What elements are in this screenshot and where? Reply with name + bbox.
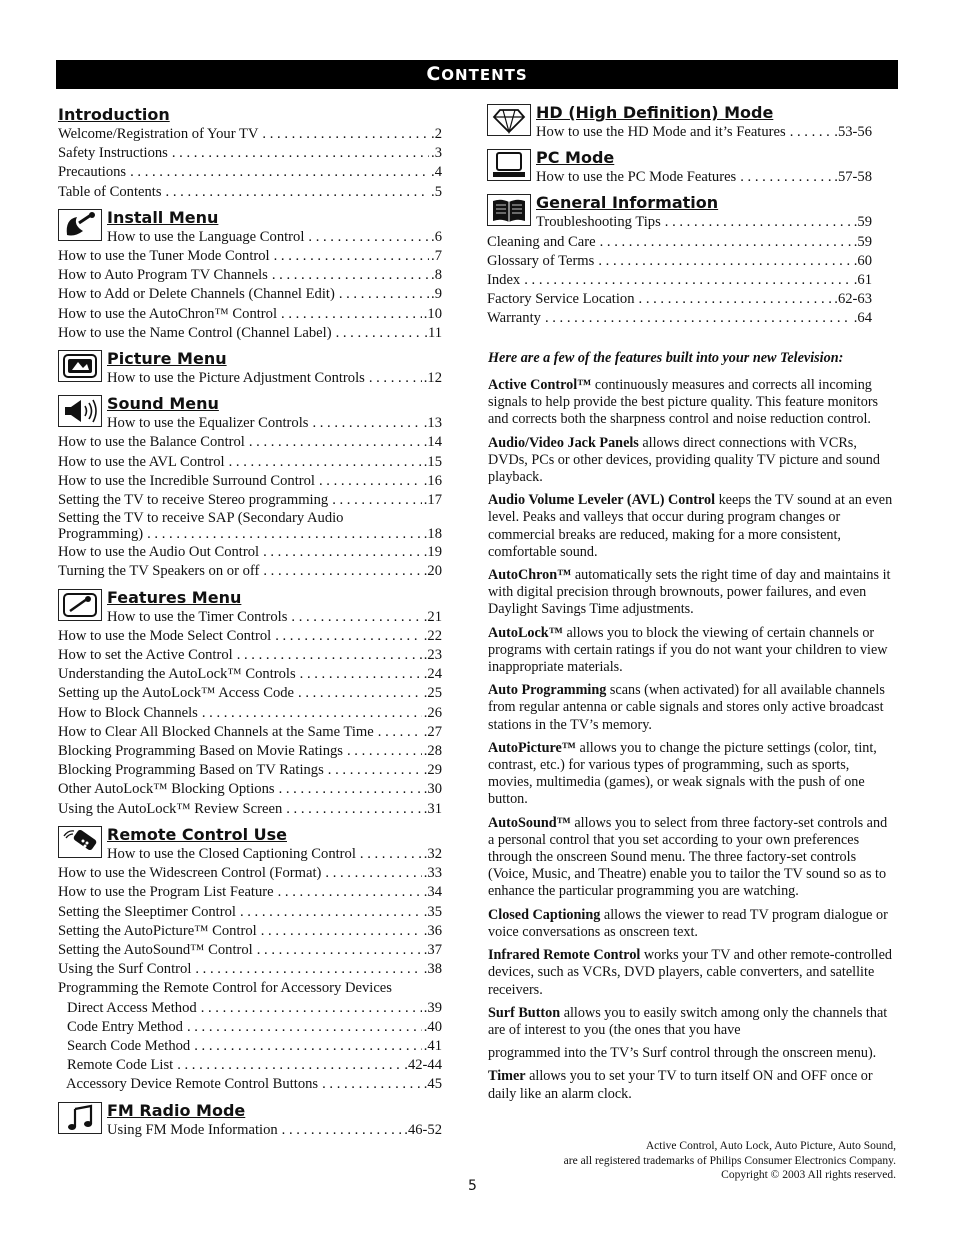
toc-entry-page: .17 (423, 492, 442, 509)
diamond-icon (487, 104, 531, 136)
toc-entry-page: .9 (431, 286, 442, 303)
feature-description (488, 492, 896, 561)
toc-entry-page: .60 (853, 252, 872, 269)
toc-right-column (487, 103, 872, 335)
speaker-icon (58, 395, 102, 427)
section-header-remote-control-use[interactable]: Remote Control Use (107, 824, 287, 844)
trademark-line-2: are all registered trademarks of Philips Consumer Electronics Company. (563, 1154, 896, 1167)
section-header-sound-menu[interactable]: Sound Menu (107, 394, 219, 414)
feature-name: Infrared Remote Control (488, 947, 641, 964)
open-book-icon (487, 194, 531, 226)
toc-entry-title: Welcome/Registration of Your TV (58, 126, 259, 142)
toc-entry-page: .59 (853, 214, 872, 231)
toc-entry-page: .19 (423, 544, 442, 561)
toc-entry[interactable] (58, 999, 442, 1018)
toc-entry[interactable] (58, 1075, 442, 1094)
toc-entry-title: How to Auto Program TV Channels (58, 267, 268, 284)
toc-entry-page: .10 (423, 305, 442, 322)
toc-section-hd-mode (487, 103, 872, 142)
toc-entry[interactable] (58, 883, 442, 902)
feature-description (488, 815, 896, 901)
page-title-banner (56, 60, 898, 89)
toc-entry[interactable] (58, 266, 442, 285)
toc-entry-title: How to set the Active Control (58, 647, 233, 664)
toc-entry-page: .20 (423, 563, 442, 580)
feature-description (488, 625, 896, 677)
toc-entry-title: Table of Contents (58, 183, 162, 200)
toc-entry-title: Using the Surf Control (58, 961, 192, 978)
feature-text: allows you to set your TV to turn itself ON and OFF once or daily like an alarm clock. (488, 1068, 873, 1102)
toc-entry-page: .28 (423, 743, 442, 760)
toc-entry-page: .25 (423, 685, 442, 702)
toc-entry-title: Warranty (487, 310, 541, 327)
toc-entry-page: .22 (423, 627, 442, 644)
features-description-column (488, 350, 896, 1109)
toc-entry-page: .8 (431, 267, 442, 284)
toc-section-sound-menu (58, 394, 442, 581)
toc-section-remote-control-use (58, 825, 442, 1095)
toc-entry[interactable] (58, 305, 442, 324)
features-screen-icon (58, 589, 102, 621)
toc-entry-page: .40 (423, 1018, 442, 1035)
toc-dot-leader (332, 491, 422, 510)
toc-dot-leader (279, 780, 422, 799)
toc-entry-title: Code Entry Method (67, 1018, 183, 1035)
toc-entry-title: Setting the AutoPicture™ Control (58, 922, 257, 939)
toc-dot-leader (194, 1037, 422, 1056)
feature-description (488, 435, 896, 487)
section-header-pc-mode[interactable]: PC Mode (536, 148, 615, 168)
toc-entry[interactable] (107, 228, 442, 247)
toc-entry[interactable] (487, 309, 872, 328)
feature-description (488, 682, 896, 734)
toc-entry-title: How to use the HD Mode and it’s Features (536, 124, 786, 140)
feature-text: allows the viewer to read TV program dialogue or voice conversations as onscreen text. (488, 906, 888, 940)
toc-dot-leader (600, 233, 852, 252)
feature-name: Audio/Video Jack Panels (488, 434, 639, 451)
toc-entry-sap[interactable] (58, 526, 442, 543)
toc-entry-title: Troubleshooting Tips (536, 214, 661, 231)
toc-entry-title: Setting up the AutoLock™ Access Code (58, 685, 295, 702)
feature-text: allows you to easily switch among only the channels that are of interest to you (the ones that you have (488, 1004, 888, 1038)
toc-dot-leader (172, 144, 429, 163)
toc-entry-title: Using FM Mode Information (107, 1121, 278, 1138)
toc-entry-page: .33 (423, 865, 442, 882)
toc-entry-page: .57-58 (834, 169, 872, 186)
toc-entry[interactable] (58, 742, 442, 761)
feature-text: allows you to change the picture settings (color, tint, contrast, etc.) for various types of programming, such as sports, movies, multimedia (games), or weak signals with the push of one button. (488, 739, 877, 808)
toc-entry-title: Accessory Device Remote Control Buttons (66, 1076, 319, 1093)
toc-entry-title: How to use the Widescreen Control (Format) (58, 865, 322, 882)
toc-entry-page: .42-44 (404, 1057, 442, 1074)
toc-entry-title: How to use the Picture Adjustment Controls (107, 370, 365, 387)
feature-text: continuously measures and corrects all incoming signals to help provide the best picture quality. This feature monitors and corrects both the sharpness control and noise reduction control. (488, 377, 879, 428)
feature-text: allows you to select from three factory-set controls and a personal control that you set according to your own preferences through the onscreen Sound menu. The three factory-set controls (Voice, Music, and Theatre) enable you to tailor the TV sound so as to enhance the particular programming you are watching. (488, 814, 888, 900)
toc-entry-title: How to use the Incredible Surround Control (58, 472, 315, 489)
toc-entry[interactable] (58, 723, 442, 742)
toc-entry-page: .34 (423, 884, 442, 901)
toc-dot-leader (298, 684, 422, 703)
toc-entry[interactable] (58, 864, 442, 883)
toc-entry[interactable] (487, 233, 872, 252)
toc-entry-page: .13 (423, 415, 442, 432)
toc-entry-page: .30 (423, 781, 442, 798)
toc-entry-title: Blocking Programming Based on TV Ratings (58, 762, 324, 779)
page-title-initial: C (426, 63, 442, 85)
copyright-line: Copyright © 2003 All rights reserved. (721, 1169, 896, 1181)
toc-entry-page: .7 (431, 248, 442, 265)
toc-entry[interactable] (58, 125, 442, 144)
toc-dot-leader (237, 646, 422, 665)
toc-dot-leader (282, 1121, 403, 1140)
toc-entry[interactable] (58, 646, 442, 665)
toc-dot-leader (261, 922, 422, 941)
toc-dot-leader (291, 608, 421, 627)
toc-dot-leader (229, 453, 422, 472)
toc-entry-title: How to use the Equalizer Controls (107, 415, 309, 432)
toc-dot-leader (274, 247, 429, 266)
toc-entry[interactable] (58, 491, 442, 510)
toc-entry-title: Precautions (58, 164, 127, 181)
toc-section-picture-menu (58, 349, 442, 388)
toc-dot-leader (325, 864, 421, 883)
toc-entry-title: Safety Instructions (58, 145, 168, 162)
toc-dot-leader (740, 168, 832, 187)
toc-entry[interactable] (107, 1121, 442, 1140)
toc-entry-title: Blocking Programming Based on Movie Ratings (58, 743, 343, 760)
section-header-picture-menu[interactable]: Picture Menu (107, 349, 227, 369)
toc-left-column (58, 103, 442, 1146)
toc-entry[interactable] (58, 684, 442, 703)
toc-entry-page: .23 (423, 647, 442, 664)
feature-text: works your TV and other remote-controlled devices, such as VCRs, DVD players, cable converters, and satellite receivers. (488, 947, 892, 998)
feature-description (488, 1005, 896, 1039)
toc-entry[interactable] (107, 414, 442, 433)
toc-entry-page: .32 (423, 845, 442, 862)
features-intro: Here are a few of the features built into your new Television: (488, 350, 844, 366)
toc-dot-leader (347, 742, 422, 761)
toc-entry-accessory-devices[interactable]: Programming the Remote Control for Accessory Devices (58, 980, 392, 997)
toc-entry[interactable] (58, 761, 442, 780)
toc-entry[interactable] (107, 608, 442, 627)
picture-screen-icon (58, 350, 102, 382)
toc-section-features-menu (58, 588, 442, 819)
toc-dot-leader (195, 960, 421, 979)
toc-dot-leader (369, 369, 422, 388)
toc-entry[interactable] (536, 213, 872, 232)
toc-entry[interactable] (58, 922, 442, 941)
toc-entry[interactable] (58, 704, 442, 723)
feature-description (488, 1045, 896, 1062)
toc-entry[interactable] (58, 1056, 442, 1075)
toc-dot-leader (378, 723, 422, 742)
toc-dot-leader (665, 213, 852, 232)
section-header-introduction[interactable]: Introduction (58, 105, 170, 124)
feature-description (488, 947, 896, 999)
toc-dot-leader (319, 472, 422, 491)
toc-dot-leader (322, 1075, 422, 1094)
feature-description (488, 377, 896, 429)
feature-name: AutoSound™ (488, 814, 571, 831)
toc-entry-title: How to use the Name Control (Channel Label) (58, 324, 332, 341)
toc-entry-title: Direct Access Method (67, 999, 197, 1016)
section-header-hd-mode[interactable]: HD (High Definition) Mode (536, 103, 774, 122)
toc-entry[interactable] (536, 123, 872, 142)
toc-entry-title: How to Add or Delete Channels (Channel Edit) (58, 286, 335, 303)
section-header-features-menu[interactable]: Features Menu (107, 587, 242, 607)
toc-entry-page: .41 (423, 1037, 442, 1054)
feature-name: AutoLock™ (488, 624, 563, 641)
toc-entry-page: .6 (431, 228, 442, 245)
toc-section-introduction (58, 103, 442, 202)
toc-dot-leader (272, 266, 429, 285)
toc-entry-page: .64 (853, 310, 872, 327)
computer-monitor-icon (487, 149, 531, 181)
toc-entry[interactable] (58, 1018, 442, 1037)
toc-dot-leader (263, 562, 421, 581)
feature-text: keeps the TV sound at an even level. Peaks and valleys that occur during program changes or commercial breaks are reduced, making for a more consistent, comfortable sound. (488, 492, 893, 560)
toc-entry-page: .2 (431, 126, 442, 142)
toc-entry[interactable] (58, 780, 442, 799)
toc-dot-leader (598, 252, 851, 271)
toc-section-fm-radio-mode (58, 1101, 442, 1140)
toc-entry-page: .15 (423, 453, 442, 470)
toc-entry-sap-line1[interactable]: Setting the TV to receive SAP (Secondary Audio (58, 510, 344, 527)
toc-entry-title: How to use the Timer Controls (107, 608, 288, 625)
toc-entry[interactable] (58, 324, 442, 343)
toc-entry-title: How to use the Audio Out Control (58, 544, 260, 561)
feature-name: Surf Button (488, 1004, 561, 1021)
feature-name: AutoChron™ (488, 567, 572, 584)
feature-description (488, 740, 896, 809)
toc-entry[interactable] (58, 433, 442, 452)
toc-entry[interactable] (487, 271, 872, 290)
toc-entry[interactable] (58, 562, 442, 581)
toc-entry[interactable] (58, 144, 442, 163)
toc-entry-page: .5 (431, 183, 442, 200)
toc-entry[interactable] (58, 285, 442, 304)
toc-entry-title: How to use the PC Mode Features (536, 169, 737, 186)
toc-entry[interactable] (58, 665, 442, 684)
toc-entry-page: .26 (423, 704, 442, 721)
toc-dot-leader (187, 1018, 422, 1037)
feature-name: AutoPicture™ (488, 739, 576, 756)
toc-entry-page: .29 (423, 762, 442, 779)
toc-entry-title: Understanding the AutoLock™ Controls (58, 666, 296, 683)
toc-entry[interactable] (58, 903, 442, 922)
toc-entry-page: .21 (423, 608, 442, 625)
toc-dot-leader (240, 903, 422, 922)
toc-dot-leader (166, 183, 430, 202)
toc-entry-title: Using the AutoLock™ Review Screen (58, 800, 283, 817)
toc-entry-title: Remote Code List (67, 1057, 174, 1074)
page-title-rest: ONTENTS (441, 66, 528, 84)
toc-entry-title: Other AutoLock™ Blocking Options (58, 781, 275, 798)
page-number: 5 (468, 1178, 477, 1194)
toc-entry-page: .31 (423, 800, 442, 817)
toc-entry-page: .53-56 (834, 124, 872, 140)
feature-text: programmed into the TV’s Surf control through the onscreen menu). (488, 1045, 877, 1062)
feature-name: Audio Volume Leveler (AVL) Control (488, 492, 716, 509)
toc-entry-title: How to Block Channels (58, 704, 198, 721)
section-header-fm-radio-mode[interactable]: FM Radio Mode (107, 1100, 246, 1120)
toc-entry[interactable] (487, 290, 872, 309)
toc-entry-title: How to use the Mode Select Control (58, 627, 272, 644)
trademark-footer (564, 1139, 896, 1183)
toc-entry-title: How to use the Balance Control (58, 434, 245, 451)
section-header-install-menu[interactable]: Install Menu (107, 207, 219, 227)
feature-text: allows you to block the viewing of certain channels or programs with certain ratings if you do not want your children to view inappropriate materials. (488, 624, 888, 676)
toc-dot-leader (177, 1056, 402, 1075)
toc-dot-leader (262, 125, 429, 144)
toc-entry-title: Index (487, 272, 521, 289)
toc-entry[interactable] (536, 168, 872, 187)
toc-dot-leader (312, 414, 421, 433)
toc-entry-title: How to use the Tuner Mode Control (58, 248, 270, 265)
feature-text: automatically sets the right time of day and maintains it with digital precision through brownouts, power failures, and even Daylight Savings Time adjustments. (488, 567, 891, 618)
toc-dot-leader (278, 883, 422, 902)
toc-entry-title: Glossary of Terms (487, 252, 595, 269)
toc-entry[interactable] (58, 627, 442, 646)
toc-entry[interactable] (58, 1037, 442, 1056)
music-note-icon (58, 1102, 102, 1134)
toc-section-install-menu (58, 208, 442, 343)
toc-entry-page: .36 (423, 922, 442, 939)
toc-entry-title: How to Clear All Blocked Channels at the Same Time (58, 723, 374, 740)
toc-entry[interactable] (58, 183, 442, 202)
toc-entry[interactable] (58, 543, 442, 562)
toc-entry[interactable] (58, 163, 442, 182)
toc-entry-title: Turning the TV Speakers on or off (58, 563, 260, 580)
toc-dot-leader (524, 271, 852, 290)
toc-entry[interactable] (58, 472, 442, 491)
toc-entry-page: .24 (423, 666, 442, 683)
feature-name: Active Control™ (488, 377, 592, 393)
toc-entry-page: .35 (423, 903, 442, 920)
toc-entry-page: .27 (423, 723, 442, 740)
toc-dot-leader (790, 123, 833, 142)
toc-entry-page: .14 (423, 434, 442, 451)
toc-dot-leader (275, 627, 422, 646)
toc-entry-title: How to use the Closed Captioning Control (107, 845, 356, 862)
toc-entry-page: .12 (423, 370, 442, 387)
toc-dot-leader (249, 433, 422, 452)
section-header-general-information[interactable]: General Information (536, 193, 719, 213)
toc-dot-leader (130, 163, 429, 182)
toc-entry-title: Setting the AutoSound™ Control (58, 941, 253, 958)
toc-dot-leader (308, 228, 429, 247)
toc-dot-leader (336, 324, 423, 343)
toc-entry-title: Setting the Sleeptimer Control (58, 903, 236, 920)
toc-dot-leader (360, 845, 422, 864)
toc-dot-leader (300, 665, 422, 684)
toc-entry[interactable] (58, 960, 442, 979)
toc-entry-page: .37 (423, 941, 442, 958)
toc-entry-title: How to use the Language Control (107, 228, 305, 245)
toc-dot-leader (263, 543, 422, 562)
feature-description (488, 907, 896, 941)
toc-entry-page: .4 (431, 164, 442, 181)
toc-entry-title: How to use the AVL Control (58, 453, 225, 470)
feature-description (488, 567, 896, 619)
toc-entry[interactable] (58, 800, 442, 819)
toc-dot-leader (339, 285, 429, 304)
toc-entry-page: .38 (423, 961, 442, 978)
toc-section-pc-mode (487, 148, 872, 187)
toc-entry-page: .46-52 (404, 1121, 442, 1138)
toc-dot-leader (286, 800, 422, 819)
toc-entry-page: .11 (424, 324, 442, 341)
toc-dot-leader (202, 704, 422, 723)
toc-entry-title: Cleaning and Care (487, 233, 596, 250)
toc-entry-page: .62-63 (834, 291, 872, 308)
remote-control-icon (58, 826, 102, 858)
toc-entry-page: .39 (423, 999, 442, 1016)
toc-entry[interactable] (58, 247, 442, 266)
toc-dot-leader (281, 305, 422, 324)
toc-entry-page: .61 (853, 272, 872, 289)
trademark-line-1: Active Control, Auto Lock, Auto Picture, Auto Sound, (645, 1140, 896, 1152)
satellite-dish-icon (58, 209, 102, 241)
toc-entry-page: .18 (423, 526, 442, 543)
feature-name: Timer (488, 1068, 526, 1085)
toc-entry-page: .3 (431, 145, 442, 162)
toc-entry[interactable] (107, 369, 442, 388)
toc-entry[interactable] (58, 941, 442, 960)
feature-text: scans (when activated) for all available channels from regular antenna or cable signals and stores only active broadcast stations in the TV’s memory. (488, 682, 885, 733)
feature-name: Auto Programming (488, 682, 607, 699)
feature-name: Closed Captioning (488, 906, 601, 923)
toc-dot-leader (257, 941, 422, 960)
toc-entry-page: .59 (853, 233, 872, 250)
toc-dot-leader (328, 761, 422, 780)
toc-entry-title: Factory Service Location (487, 291, 635, 308)
feature-text: allows direct connections with VCRs, DVDs, PCs or other devices, providing quality TV picture and sound playback. (488, 434, 880, 486)
toc-entry[interactable] (58, 453, 442, 472)
toc-dot-leader (639, 290, 833, 309)
toc-entry-title: Search Code Method (67, 1037, 191, 1054)
toc-entry[interactable] (107, 845, 442, 864)
toc-entry-page: .45 (423, 1076, 442, 1093)
toc-entry-title: Setting the TV to receive Stereo programming (58, 492, 329, 509)
toc-section-general-information (487, 193, 872, 328)
toc-entry-page: .16 (423, 472, 442, 489)
toc-entry[interactable] (487, 252, 872, 271)
toc-entry-title: Programming) (58, 526, 144, 543)
toc-dot-leader (201, 999, 422, 1018)
feature-description (488, 1068, 896, 1102)
toc-dot-leader (545, 309, 852, 328)
toc-entry-title: How to use the AutoChron™ Control (58, 305, 278, 322)
toc-entry-title: How to use the Program List Feature (58, 884, 274, 901)
